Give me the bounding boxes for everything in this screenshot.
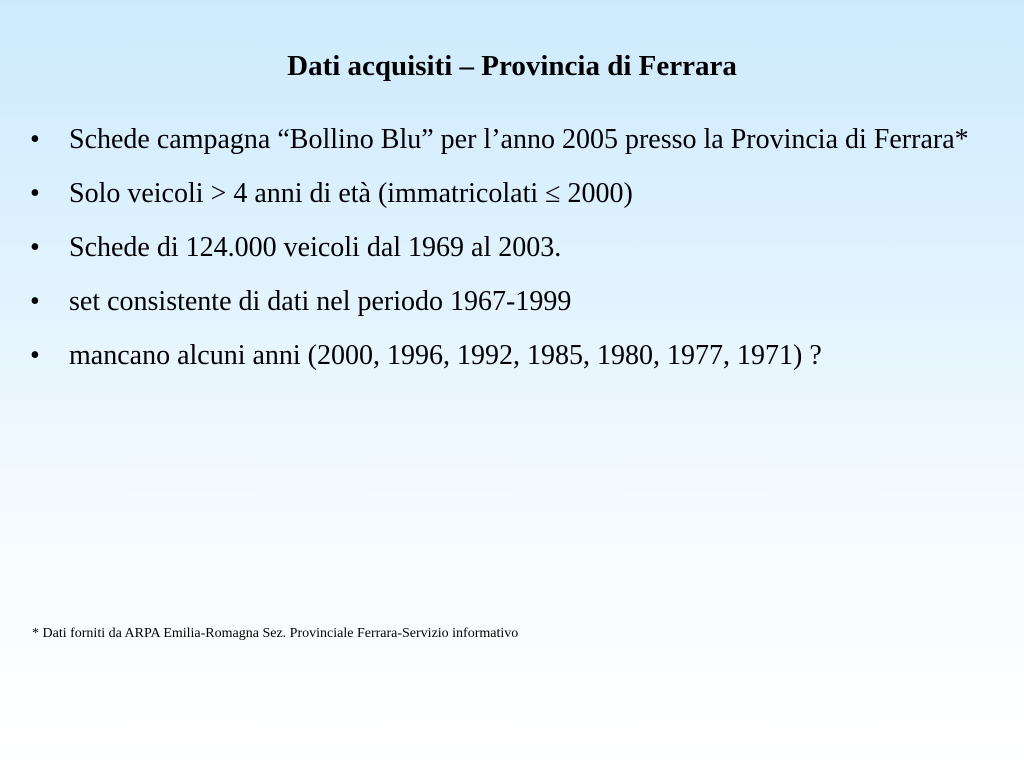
bullet-icon: • xyxy=(30,232,40,263)
bullet-icon: • xyxy=(30,124,40,155)
slide-title: Dati acquisiti – Provincia di Ferrara xyxy=(287,50,737,82)
bullet-text: set consistente di dati nel periodo 1967-1999 xyxy=(69,286,572,317)
bullet-list xyxy=(30,124,1010,394)
bullet-text: mancano alcuni anni (2000, 1996, 1992, 1985, 1980, 1977, 1971) ? xyxy=(69,340,822,371)
bullet-icon: • xyxy=(30,340,40,371)
bullet-item-data-period xyxy=(30,286,1010,318)
bullet-item-missing-years xyxy=(30,340,1010,372)
bullet-icon: • xyxy=(30,178,40,209)
bullet-text: Schede campagna “Bollino Blu” per l’anno 2005 presso la Provincia di Ferrara* xyxy=(69,124,969,155)
bullet-item-bollino-blu xyxy=(30,124,1010,156)
footnote: * Dati forniti da ARPA Emilia-Romagna Sez. Provinciale Ferrara-Servizio informativo xyxy=(32,626,519,641)
bullet-text: Solo veicoli > 4 anni di età (immatricolati ≤ 2000) xyxy=(69,178,633,209)
bullet-item-vehicle-age xyxy=(30,178,1010,210)
bullet-text: Schede di 124.000 veicoli dal 1969 al 2003. xyxy=(69,232,562,263)
bullet-item-record-count xyxy=(30,232,1010,264)
bullet-icon: • xyxy=(30,286,40,317)
